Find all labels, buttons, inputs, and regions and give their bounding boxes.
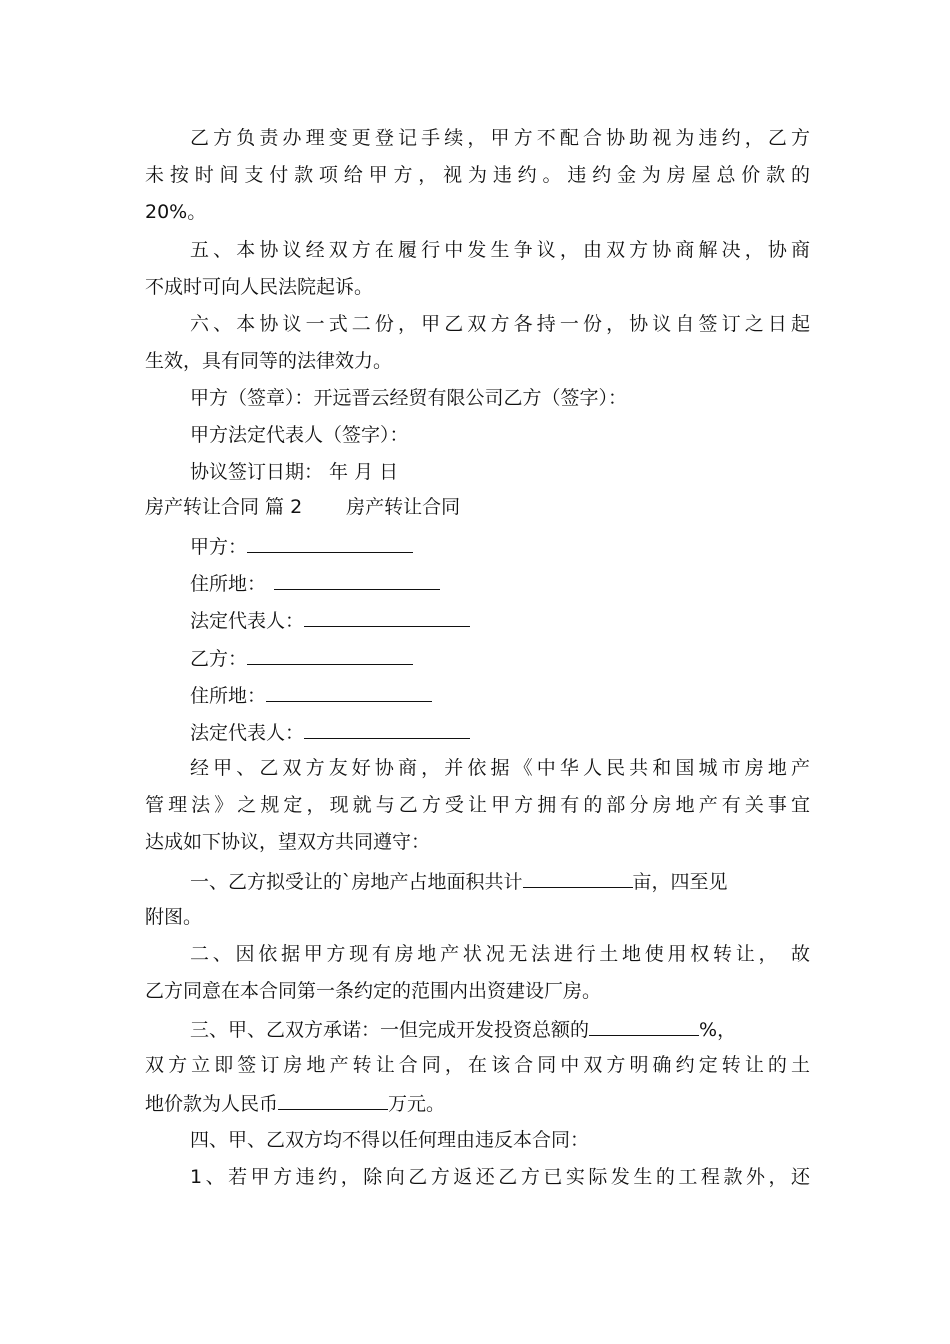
address-label: 住所地： bbox=[190, 685, 267, 707]
fill-blank bbox=[278, 1090, 388, 1110]
party-a-representative-line bbox=[190, 607, 810, 633]
signature-line-representative: 甲方法定代表人（签字）： bbox=[190, 424, 409, 446]
clause-text: 亩，四至见 bbox=[632, 871, 728, 893]
representative-label: 法定代表人： bbox=[190, 722, 305, 744]
signature-line-party-a: 甲方（签章）：开远晋云经贸有限公司乙方（签字）： bbox=[190, 387, 628, 409]
party-b-address-line bbox=[190, 682, 810, 708]
paragraph-line: 附图。 bbox=[145, 906, 203, 928]
fill-blank bbox=[304, 607, 470, 627]
party-b-representative-line bbox=[190, 719, 810, 745]
clause-three-line bbox=[190, 1016, 810, 1042]
paragraph-line: 达成如下协议，望双方共同遵守： bbox=[145, 831, 431, 853]
paragraph-line: 生效，具有同等的法律效力。 bbox=[145, 350, 393, 372]
paragraph-line: 管理法》之规定，现就与乙方受让甲方拥有的部分房地产有关事宜 bbox=[145, 794, 810, 816]
paragraph-line: 四、甲、乙双方均不得以任何理由违反本合同： bbox=[190, 1129, 590, 1151]
paragraph-line: 乙方负责办理变更登记手续，甲方不配合协助视为违约，乙方 bbox=[190, 127, 810, 149]
party-b-line bbox=[190, 645, 810, 671]
fill-blank bbox=[266, 682, 432, 702]
fill-blank bbox=[247, 645, 413, 665]
paragraph-line: 五、本协议经双方在履行中发生争议，由双方协商解决，协商 bbox=[190, 239, 810, 261]
clause-text: 万元。 bbox=[388, 1093, 446, 1115]
paragraph-line: 六、本协议一式二份，甲乙双方各持一份，协议自签订之日起 bbox=[190, 313, 810, 335]
representative-label: 法定代表人： bbox=[190, 610, 305, 632]
party-b-label: 乙方： bbox=[190, 648, 248, 670]
party-a-address-line bbox=[190, 570, 810, 596]
clause-text: 三、甲、乙双方承诺：一但完成开发投资总额的 bbox=[190, 1019, 590, 1041]
paragraph-line: 不成时可向人民法院起诉。 bbox=[145, 276, 374, 298]
contract-title: 房产转让合同 bbox=[346, 496, 461, 518]
clause-one-line bbox=[190, 868, 810, 894]
fill-blank bbox=[304, 719, 470, 739]
signing-date-line: 协议签订日期： 年 月 日 bbox=[190, 461, 399, 483]
clause-text: %， bbox=[699, 1019, 737, 1041]
section-heading bbox=[145, 495, 810, 519]
fill-blank bbox=[247, 533, 413, 553]
paragraph-line: 20%。 bbox=[145, 201, 207, 223]
section-title: 房产转让合同 篇 2 bbox=[145, 496, 303, 518]
clause-text: 一、乙方拟受让的`房地产占地面积共计 bbox=[190, 871, 523, 893]
address-label: 住所地： bbox=[190, 573, 267, 595]
fill-blank bbox=[523, 868, 633, 888]
fill-blank bbox=[274, 570, 440, 590]
party-a-line bbox=[190, 533, 810, 559]
paragraph-line: 乙方同意在本合同第一条约定的范围内出资建设厂房。 bbox=[145, 980, 602, 1002]
paragraph-line: 二、因依据甲方现有房地产状况无法进行土地使用权转让， 故 bbox=[190, 943, 810, 965]
fill-blank bbox=[589, 1016, 699, 1036]
clause-text: 地价款为人民币 bbox=[145, 1093, 279, 1115]
paragraph-line: 未按时间支付款项给甲方，视为违约。违约金为房屋总价款的 bbox=[145, 164, 810, 186]
paragraph-line: 经甲、乙双方友好协商，并依据《中华人民共和国城市房地产 bbox=[190, 757, 810, 779]
clause-price-line bbox=[145, 1090, 810, 1116]
party-a-label: 甲方： bbox=[190, 536, 248, 558]
paragraph-line: 双方立即签订房地产转让合同，在该合同中双方明确约定转让的土 bbox=[145, 1054, 810, 1076]
paragraph-line: 1、若甲方违约，除向乙方返还乙方已实际发生的工程款外，还 bbox=[190, 1166, 810, 1188]
